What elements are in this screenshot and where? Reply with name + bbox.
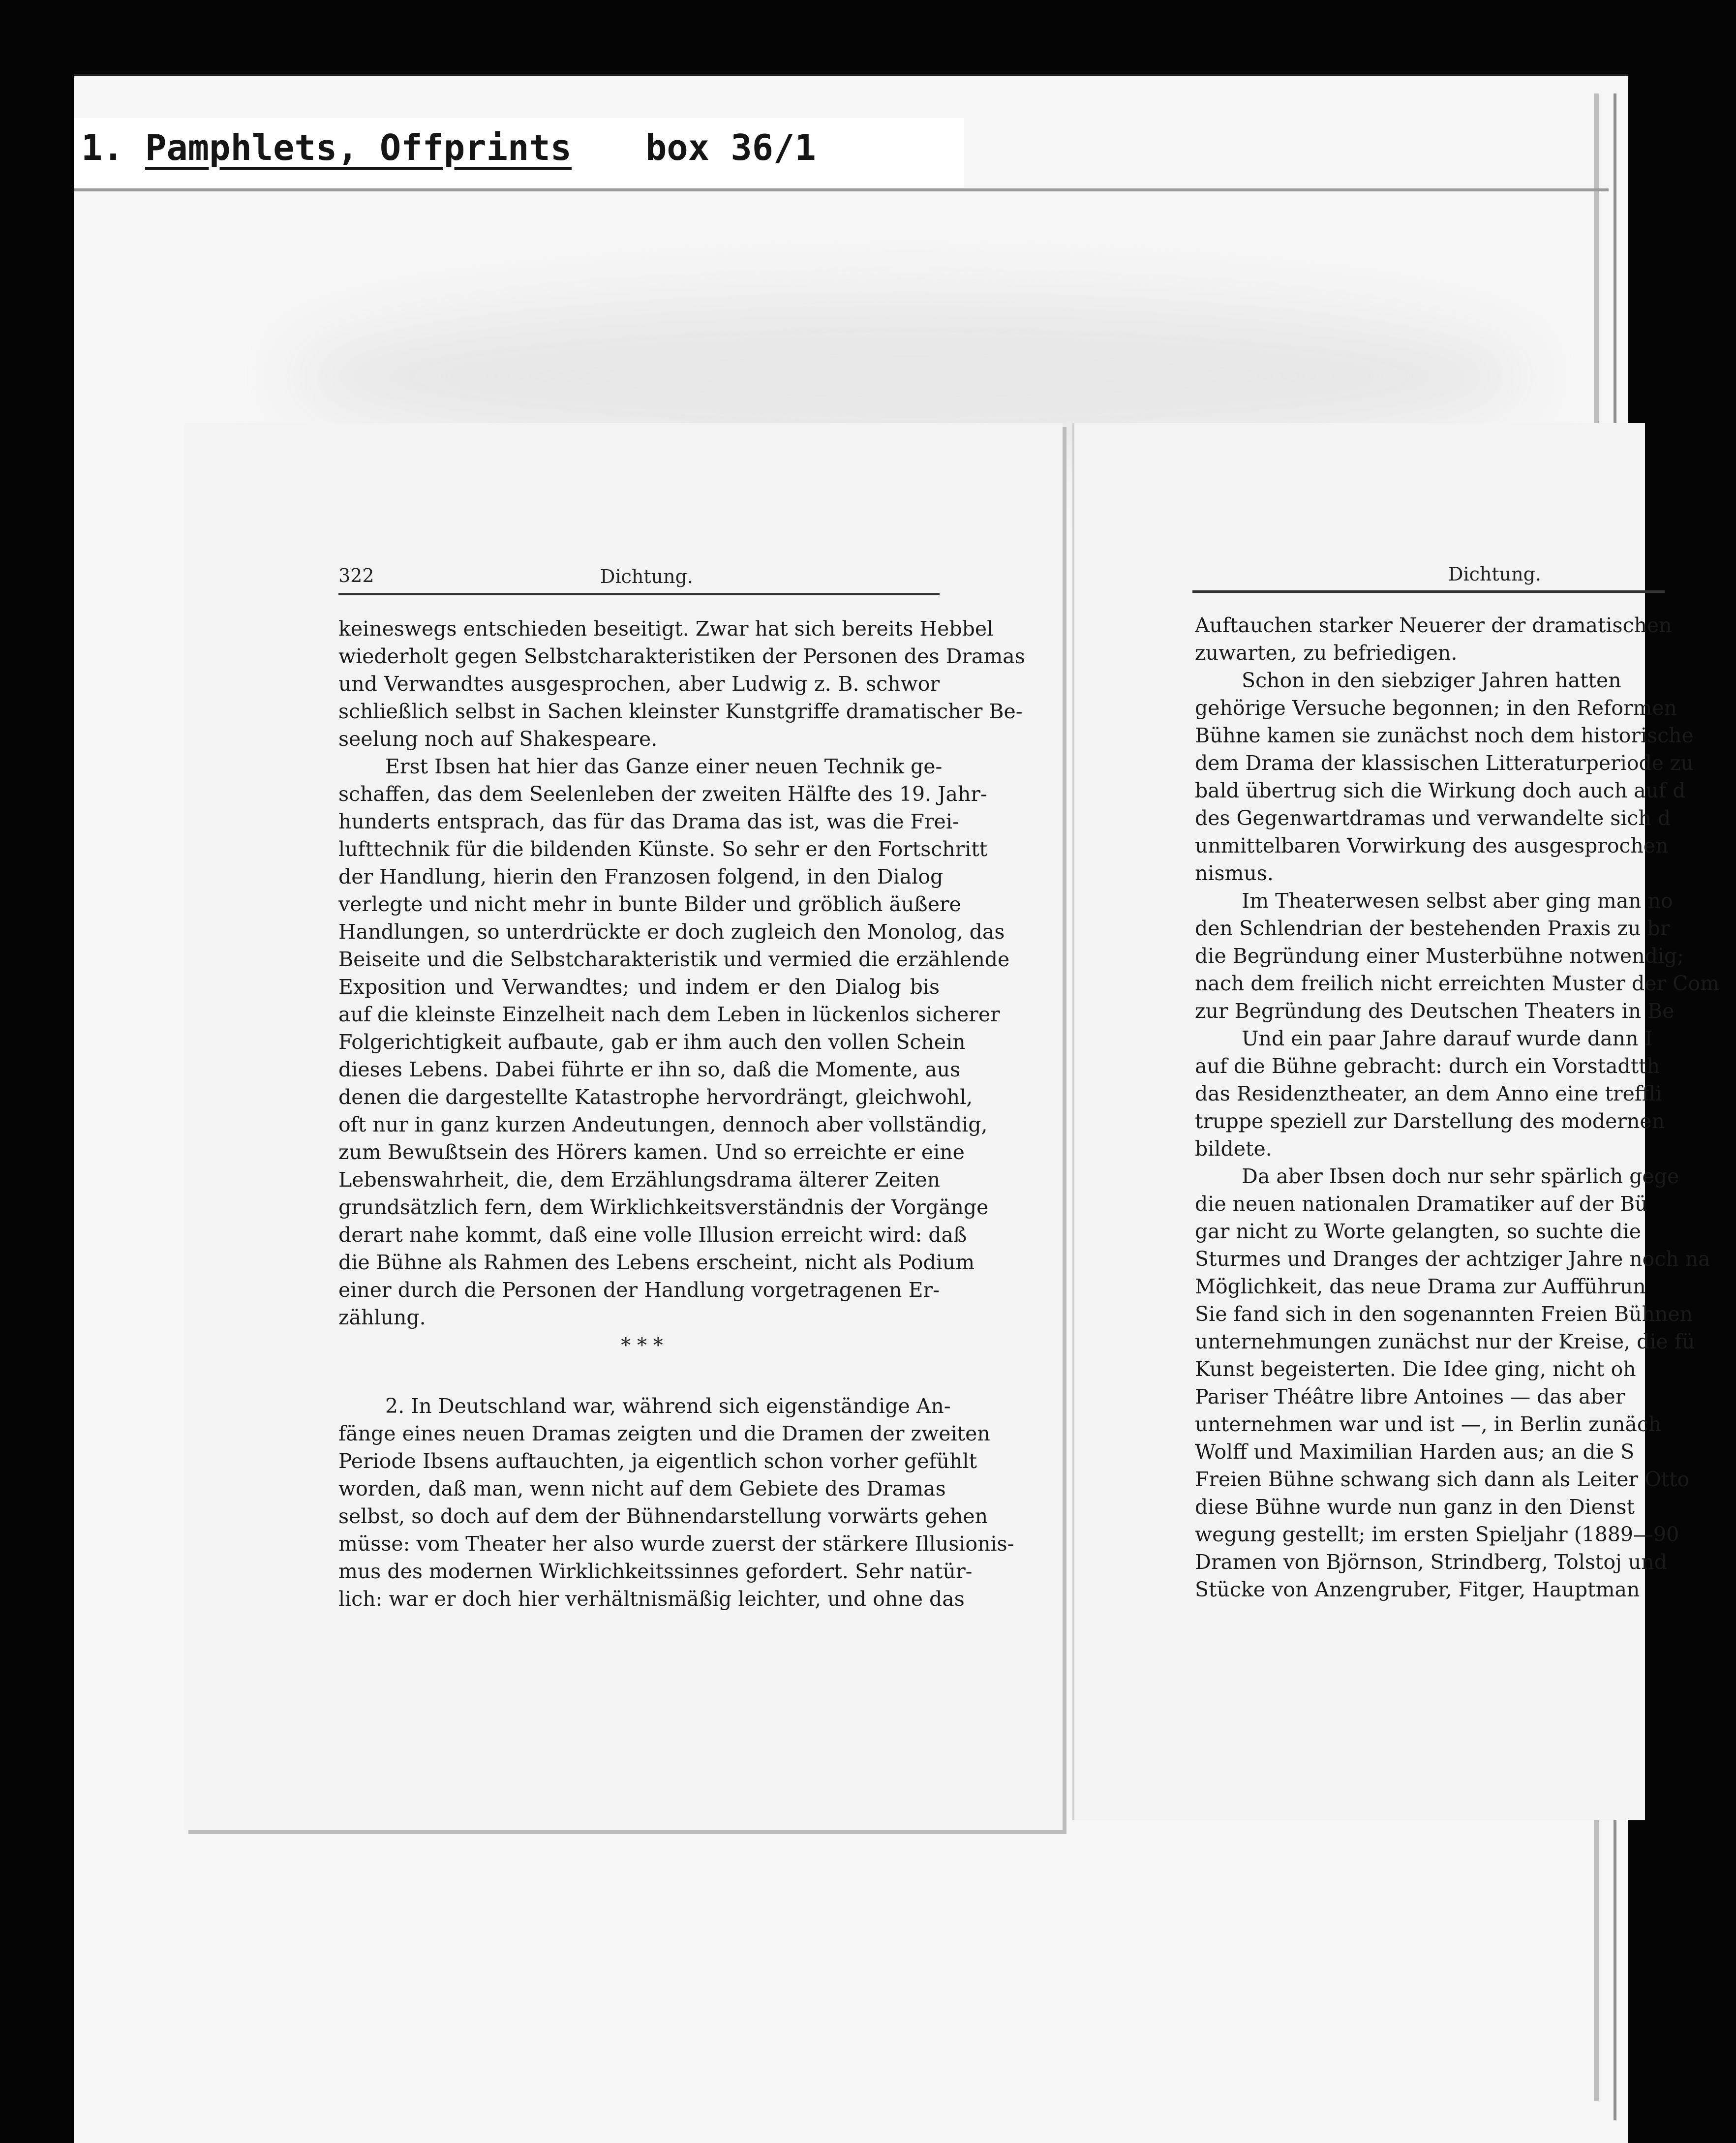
text-line: truppe speziell zur Darstellung des modernen <box>1195 1109 1665 1133</box>
header-rule <box>338 593 940 595</box>
label-box: box 36/1 <box>645 127 816 168</box>
text-line: das Residenztheater, an dem Anno eine treffli <box>1195 1082 1662 1105</box>
text-line: Wolff und Maximilian Harden aus; an die S <box>1195 1440 1635 1464</box>
text-line: dem Drama der klassischen Litteraturperiode zu <box>1195 751 1694 775</box>
text-line: Sturmes und Dranges der achtziger Jahre noch na <box>1195 1247 1710 1271</box>
text-line: schaffen, das dem Seelenleben der zweiten Hälfte des 19. Jahr- <box>338 782 987 806</box>
text-line: oft nur in ganz kurzen Andeutungen, dennoch aber vollständig, <box>338 1113 988 1136</box>
text-line: hunderts entsprach, das für das Drama das ist, was die Frei- <box>338 810 959 833</box>
text-line: gar nicht zu Worte gelangten, so suchte die <box>1195 1220 1642 1243</box>
text-line: wegung gestellt; im ersten Spieljahr (1889—90 <box>1195 1523 1679 1546</box>
text-line: grundsätzlich fern, dem Wirklichkeitsverständnis der Vorgänge <box>338 1195 989 1219</box>
text-line: bildete. <box>1195 1137 1272 1161</box>
text-line: 2. In Deutschland war, während sich eigenständige An- <box>385 1394 951 1418</box>
text-line: selbst, so doch auf dem der Bühnendarstellung vorwärts gehen <box>338 1504 988 1528</box>
right-page <box>1072 423 1720 1820</box>
text-line: schließlich selbst in Sachen kleinster Kunstgriffe dramatischer Be- <box>338 700 1023 723</box>
text-line: den Schlendrian der bestehenden Praxis zu br <box>1195 917 1670 940</box>
text-line: müsse: vom Theater her also wurde zuerst der stärkere Illusionis- <box>338 1532 1014 1556</box>
text-line: nismus. <box>1195 861 1274 885</box>
paragraph-1 <box>338 615 1025 753</box>
left-page <box>184 423 1063 1830</box>
right-page-text <box>1195 612 1736 1603</box>
text-line: Handlungen, so unterdrückte er doch zugleich den Monolog, das <box>338 920 1005 944</box>
text-line: des Gegenwartdramas und verwandelte sich d <box>1195 806 1671 830</box>
text-line: diese Bühne wurde nun ganz in den Dienst <box>1195 1495 1635 1519</box>
text-line: seelung noch auf Shakespeare. <box>338 727 658 751</box>
text-line: lich: war er doch hier verhältnismäßig leichter, und ohne das <box>338 1587 965 1611</box>
text-line: Exposition und Verwandtes; und indem er den Dialog bis <box>338 975 940 999</box>
text-line: Periode Ibsens auftauchten, ja eigentlich schon vorher gefühlt <box>338 1449 977 1473</box>
text-line: zur Begründung des Deutschen Theaters in Be <box>1195 999 1675 1023</box>
text-line: Kunst begeisterten. Die Idee ging, nicht oh <box>1195 1357 1636 1381</box>
text-line: und Verwandtes ausgesprochen, aber Ludwig z. B. schwor <box>338 672 940 696</box>
text-line: auf die Bühne gebracht: durch ein Vorstadtth <box>1195 1054 1660 1078</box>
text-line: Sie fand sich in den sogenannten Freien Bühnen <box>1195 1302 1693 1326</box>
text-line: auf die kleinste Einzelheit nach dem Leben in lückenlos sicherer <box>338 1003 1000 1026</box>
text-line: die Bühne als Rahmen des Lebens erscheint, nicht als Podium <box>338 1251 975 1274</box>
text-line: Schon in den siebziger Jahren hatten <box>1242 669 1621 692</box>
label-divider <box>74 188 1609 191</box>
text-line: keineswegs entschieden beseitigt. Zwar hat sich bereits Hebbel <box>338 617 994 641</box>
text-line: einer durch die Personen der Handlung vorgetragenen Er- <box>338 1278 940 1302</box>
text-line: zuwarten, zu befriedigen. <box>1195 641 1458 665</box>
text-line: Im Theaterwesen selbst aber ging man no <box>1242 889 1673 913</box>
text-line: die neuen nationalen Dramatiker auf der Bü <box>1195 1192 1648 1216</box>
paragraph-2 <box>338 753 1010 1331</box>
text-line: Auftauchen starker Neuerer der dramatischen <box>1195 613 1672 637</box>
text-line: verlegte und nicht mehr in bunte Bilder und gröblich äußere <box>338 892 961 916</box>
text-line: unternehmen war und ist —, in Berlin zunäch <box>1195 1412 1662 1436</box>
text-line: mus des modernen Wirklichkeitssinnes gefordert. Sehr natür- <box>338 1560 973 1583</box>
text-line: fänge eines neuen Dramas zeigten und die Dramen der zweiten <box>338 1422 990 1445</box>
text-line: Erst Ibsen hat hier das Ganze einer neuen Technik ge- <box>385 755 943 778</box>
text-line: zum Bewußtsein des Hörers kamen. Und so erreichte er eine <box>338 1140 965 1164</box>
text-line: nach dem freilich nicht erreichten Muster der Com <box>1195 972 1720 995</box>
paragraph-3 <box>338 1392 1014 1613</box>
text-line: Bühne kamen sie zunächst noch dem historische <box>1195 724 1694 747</box>
text-line: bald übertrug sich die Wirkung doch auch auf d <box>1195 779 1686 802</box>
running-title: Dichtung. <box>600 566 693 587</box>
text-line: derart nahe kommt, daß eine volle Illusion erreicht wird: daß <box>338 1223 967 1247</box>
text-line: dieses Lebens. Dabei führte er ihn so, daß die Momente, aus <box>338 1058 961 1081</box>
text-line: denen die dargestellte Katastrophe hervordrängt, gleichwohl, <box>338 1085 973 1109</box>
text-line: Folgerichtigkeit aufbaute, gab er ihm auch den vollen Schein <box>338 1030 966 1054</box>
section-separator: * * * <box>621 1334 663 1357</box>
text-line: Und ein paar Jahre darauf wurde dann I <box>1242 1027 1653 1050</box>
label-number: 1. <box>81 127 124 168</box>
text-line: zählung. <box>338 1306 426 1329</box>
text-line: Möglichkeit, das neue Drama zur Aufführun <box>1195 1275 1646 1298</box>
text-line: Lebenswahrheit, die, dem Erzählungsdrama älterer Zeiten <box>338 1168 941 1192</box>
text-line: Beiseite und die Selbstcharakteristik und vermied die erzählende <box>338 948 1010 971</box>
text-line: wiederholt gegen Selbstcharakteristiken der Personen des Dramas <box>338 644 1025 668</box>
folder-label-text <box>81 123 816 182</box>
text-line: der Handlung, hierin den Franzosen folgend, in den Dialog <box>338 865 944 888</box>
running-title-right: Dichtung. <box>1448 563 1541 585</box>
label-title: Pamphlets, Offprints <box>145 127 572 168</box>
text-line: unmittelbaren Vorwirkung des ausgesprochen <box>1195 834 1669 857</box>
text-line: Pariser Théâtre libre Antoines — das aber <box>1195 1385 1625 1408</box>
text-line: Dramen von Björnson, Strindberg, Tolstoj und <box>1195 1550 1667 1574</box>
page-number: 322 <box>338 565 374 586</box>
text-line: Freien Bühne schwang sich dann als Leiter Otto <box>1195 1468 1690 1491</box>
text-line: Da aber Ibsen doch nur sehr spärlich gege <box>1242 1164 1679 1188</box>
text-line: worden, daß man, wenn nicht auf dem Gebiete des Dramas <box>338 1477 946 1500</box>
text-line: gehörige Versuche begonnen; in den Reformen <box>1195 696 1677 720</box>
text-line: Stücke von Anzengruber, Fitger, Hauptman <box>1195 1578 1640 1601</box>
text-line: lufttechnik für die bildenden Künste. So sehr er den Fortschritt <box>338 837 988 861</box>
text-line: die Begründung einer Musterbühne notwendig; <box>1195 944 1684 968</box>
header-rule-right <box>1192 590 1665 593</box>
text-line: unternehmungen zunächst nur der Kreise, die fü <box>1195 1330 1695 1353</box>
